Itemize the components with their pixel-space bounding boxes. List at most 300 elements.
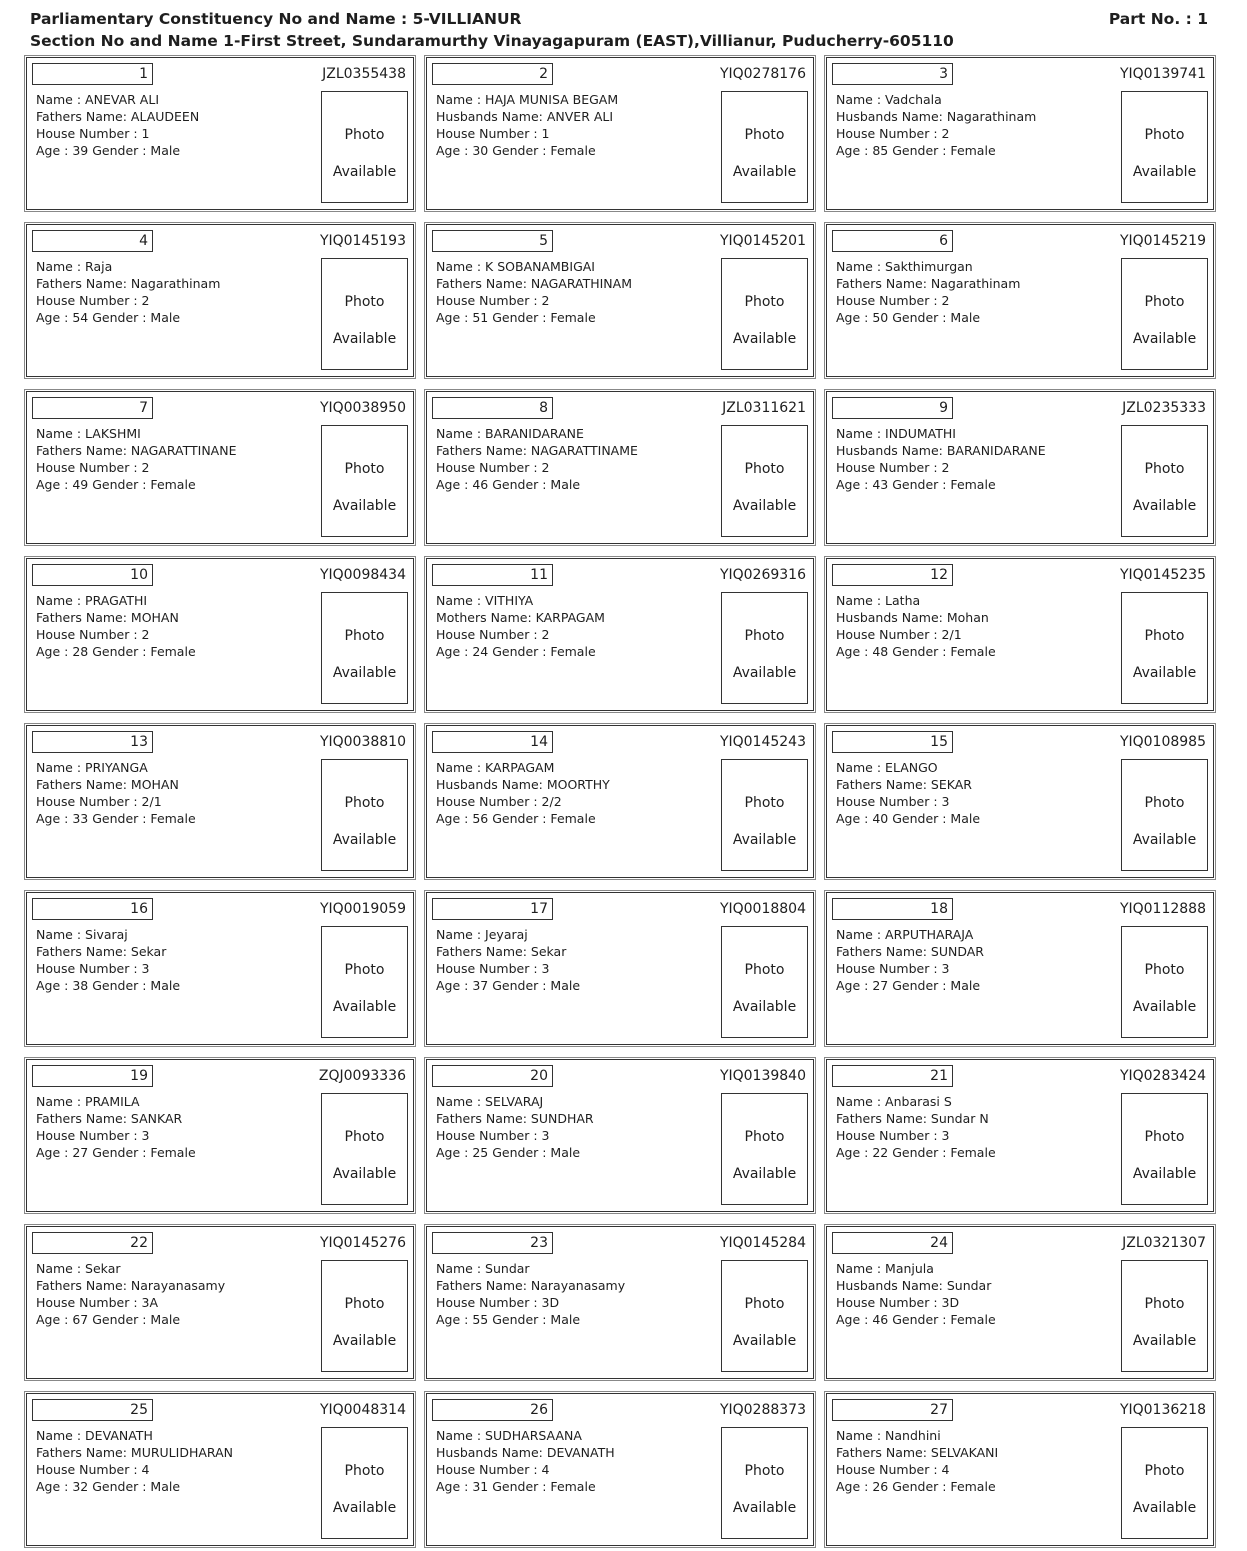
house-row [836, 793, 980, 810]
relation-name: ANVER ALI [546, 109, 614, 124]
photo-available-label: Available [732, 665, 797, 681]
relation-row [436, 1444, 615, 1461]
name-label: Name : [436, 1428, 486, 1443]
house-number: 1 [541, 126, 550, 141]
part-number: Part No. : 1 [1108, 10, 1208, 28]
relation-name: NAGARATTINAME [530, 443, 638, 458]
epic-number: YIQ0145201 [719, 233, 806, 249]
voter-card [826, 725, 1214, 878]
photo-label: Photo [1144, 962, 1185, 978]
relation-label: Fathers Name: [36, 276, 131, 291]
epic-number: YIQ0048314 [319, 1402, 406, 1418]
age-gender: Age : 50 Gender : Male [836, 310, 981, 325]
house-label: House Number : [36, 126, 142, 141]
relation-name: SANKAR [130, 1111, 183, 1126]
photo-available-label: Available [732, 999, 797, 1015]
relation-row [836, 943, 984, 960]
name-label: Name : [836, 426, 886, 441]
relation-label: Fathers Name: [836, 1111, 931, 1126]
age-gender: Age : 43 Gender : Female [836, 477, 996, 492]
photo-placeholder [321, 1260, 408, 1372]
house-label: House Number : [836, 1295, 942, 1310]
photo-label: Photo [744, 962, 785, 978]
age-gender: Age : 40 Gender : Male [836, 811, 981, 826]
relation-row [836, 275, 1020, 292]
photo-placeholder [321, 1093, 408, 1205]
photo-label: Photo [744, 795, 785, 811]
house-number: 2 [541, 293, 550, 308]
epic-number: YIQ0145284 [719, 1235, 806, 1251]
name-label: Name : [36, 1428, 86, 1443]
serial-number: 6 [832, 230, 953, 252]
voter-info [836, 91, 1036, 159]
voter-card [426, 558, 814, 711]
photo-available-label: Available [732, 498, 797, 514]
serial-number: 10 [32, 564, 153, 586]
voter-card [26, 725, 414, 878]
voter-info [436, 258, 632, 326]
age-gender: Age : 67 Gender : Male [36, 1312, 181, 1327]
age-gender: Age : 37 Gender : Male [436, 978, 581, 993]
name-row [436, 258, 632, 275]
name-label: Name : [36, 1094, 86, 1109]
relation-name: Mohan [946, 610, 989, 625]
voter-info [836, 926, 984, 994]
name-row [436, 759, 610, 776]
name-row [36, 759, 196, 776]
name-row [36, 1260, 225, 1277]
age-gender: Age : 55 Gender : Male [436, 1312, 581, 1327]
name-label: Name : [436, 1094, 486, 1109]
voter-name: PRAGATHI [85, 593, 148, 608]
house-label: House Number : [836, 1128, 942, 1143]
voter-info [36, 1093, 196, 1161]
relation-name: Nagarathinam [130, 276, 221, 291]
name-label: Name : [836, 1261, 886, 1276]
voter-name: Sekar [85, 1261, 121, 1276]
age-gender: Age : 48 Gender : Female [836, 644, 996, 659]
photo-available-label: Available [1132, 1500, 1197, 1516]
voter-name: Manjula [885, 1261, 934, 1276]
voter-info [436, 91, 618, 159]
relation-row [436, 943, 580, 960]
photo-available-label: Available [1132, 999, 1197, 1015]
name-label: Name : [436, 927, 486, 942]
name-label: Name : [36, 92, 86, 107]
relation-label: Fathers Name: [36, 1445, 131, 1460]
age-gender: Age : 28 Gender : Female [36, 644, 196, 659]
house-label: House Number : [36, 460, 142, 475]
relation-name: SEKAR [930, 777, 972, 792]
name-label: Name : [836, 760, 886, 775]
relation-label: Fathers Name: [436, 1278, 531, 1293]
house-number: 3A [141, 1295, 159, 1310]
photo-placeholder [721, 1427, 808, 1539]
relation-label: Mothers Name: [436, 610, 536, 625]
voter-card [826, 224, 1214, 377]
house-row [436, 1127, 594, 1144]
voter-name: Raja [85, 259, 113, 274]
photo-placeholder [321, 759, 408, 871]
voter-card [826, 558, 1214, 711]
voter-name: PRIYANGA [85, 760, 148, 775]
age-gender: Age : 51 Gender : Female [436, 310, 596, 325]
epic-number: YIQ0018804 [719, 901, 806, 917]
photo-placeholder [1121, 91, 1208, 203]
epic-number: YIQ0145243 [719, 734, 806, 750]
voter-name: Jeyaraj [485, 927, 528, 942]
voter-info [36, 258, 220, 326]
house-label: House Number : [436, 961, 542, 976]
serial-number: 18 [832, 898, 953, 920]
age-gender: Age : 25 Gender : Male [436, 1145, 581, 1160]
serial-number: 5 [432, 230, 553, 252]
relation-name: Narayanasamy [130, 1278, 226, 1293]
age-gender: Age : 32 Gender : Male [36, 1479, 181, 1494]
relation-label: Husbands Name: [836, 443, 947, 458]
serial-number: 24 [832, 1232, 953, 1254]
house-label: House Number : [436, 1295, 542, 1310]
photo-available-label: Available [1132, 331, 1197, 347]
serial-number: 26 [432, 1399, 553, 1421]
photo-label: Photo [344, 461, 385, 477]
relation-name: Narayanasamy [530, 1278, 626, 1293]
relation-label: Fathers Name: [36, 109, 131, 124]
house-number: 2 [141, 293, 150, 308]
age-gender: Age : 49 Gender : Female [36, 477, 196, 492]
name-label: Name : [36, 259, 86, 274]
house-number: 2/2 [541, 794, 562, 809]
name-label: Name : [36, 927, 86, 942]
voter-name: Anbarasi S [885, 1094, 952, 1109]
house-number: 2 [141, 627, 150, 642]
epic-number: YIQ0145235 [1119, 567, 1206, 583]
epic-number: YIQ0136218 [1119, 1402, 1206, 1418]
name-row [436, 592, 605, 609]
photo-placeholder [721, 91, 808, 203]
house-label: House Number : [836, 460, 942, 475]
voter-name: ELANGO [885, 760, 938, 775]
relation-name: MOORTHY [546, 777, 610, 792]
photo-placeholder [321, 258, 408, 370]
name-row [836, 592, 996, 609]
serial-number: 23 [432, 1232, 553, 1254]
house-label: House Number : [36, 961, 142, 976]
voter-info [836, 592, 996, 660]
relation-label: Husbands Name: [836, 1278, 947, 1293]
voter-card [426, 1226, 814, 1379]
age-gender: Age : 46 Gender : Female [836, 1312, 996, 1327]
relation-name: SUNDHAR [530, 1111, 594, 1126]
epic-number: JZL0311621 [722, 400, 806, 416]
relation-row [36, 108, 199, 125]
name-label: Name : [436, 426, 486, 441]
house-row [436, 1461, 615, 1478]
photo-label: Photo [1144, 127, 1185, 143]
photo-available-label: Available [1132, 1166, 1197, 1182]
relation-row [36, 1444, 233, 1461]
voter-info [836, 425, 1046, 493]
house-number: 3 [941, 794, 950, 809]
house-label: House Number : [436, 1128, 542, 1143]
serial-number: 4 [32, 230, 153, 252]
name-row [836, 91, 1036, 108]
name-label: Name : [836, 1094, 886, 1109]
photo-placeholder [1121, 1260, 1208, 1372]
house-row [436, 125, 618, 142]
voter-name: SELVARAJ [485, 1094, 544, 1109]
photo-available-label: Available [332, 1500, 397, 1516]
age-gender: Age : 26 Gender : Female [836, 1479, 996, 1494]
epic-number: ZQJ0093336 [318, 1068, 406, 1084]
voter-card [826, 1059, 1214, 1212]
relation-name: SUNDAR [930, 944, 984, 959]
photo-available-label: Available [732, 164, 797, 180]
house-label: House Number : [36, 627, 142, 642]
photo-available-label: Available [1132, 1333, 1197, 1349]
voter-name: BARANIDARANE [485, 426, 584, 441]
house-label: House Number : [36, 1128, 142, 1143]
name-row [436, 425, 638, 442]
photo-label: Photo [344, 628, 385, 644]
photo-available-label: Available [732, 1500, 797, 1516]
age-gender: Age : 22 Gender : Female [836, 1145, 996, 1160]
relation-label: Fathers Name: [836, 944, 931, 959]
voter-name: Sakthimurgan [885, 259, 973, 274]
relation-label: Husbands Name: [836, 109, 947, 124]
photo-label: Photo [344, 1296, 385, 1312]
house-number: 2 [141, 460, 150, 475]
photo-placeholder [321, 1427, 408, 1539]
voter-card [826, 1393, 1214, 1546]
voter-name: INDUMATHI [885, 426, 956, 441]
house-number: 3 [541, 961, 550, 976]
voter-card [426, 1393, 814, 1546]
epic-number: YIQ0139741 [1119, 66, 1206, 82]
photo-available-label: Available [1132, 665, 1197, 681]
photo-placeholder [321, 926, 408, 1038]
voter-name: KARPAGAM [485, 760, 555, 775]
serial-number: 13 [32, 731, 153, 753]
name-label: Name : [436, 92, 486, 107]
voter-card [26, 558, 414, 711]
name-row [36, 425, 236, 442]
serial-number: 1 [32, 63, 153, 85]
voter-info [436, 759, 610, 827]
relation-label: Fathers Name: [36, 1278, 131, 1293]
house-label: House Number : [436, 627, 542, 642]
relation-row [36, 275, 220, 292]
voter-info [836, 759, 980, 827]
serial-number: 8 [432, 397, 553, 419]
house-number: 4 [541, 1462, 550, 1477]
photo-available-label: Available [332, 999, 397, 1015]
voter-card [426, 892, 814, 1045]
voter-card [26, 1059, 414, 1212]
relation-label: Husbands Name: [836, 610, 947, 625]
house-number: 2 [941, 293, 950, 308]
voter-card [826, 1226, 1214, 1379]
photo-placeholder [1121, 258, 1208, 370]
house-label: House Number : [836, 1462, 942, 1477]
relation-name: Sekar [130, 944, 167, 959]
house-number: 2/1 [941, 627, 962, 642]
relation-name: Nagarathinam [930, 276, 1021, 291]
serial-number: 17 [432, 898, 553, 920]
relation-row [836, 1277, 996, 1294]
house-row [836, 960, 984, 977]
house-row [436, 626, 605, 643]
voter-card [426, 224, 814, 377]
photo-available-label: Available [332, 832, 397, 848]
epic-number: YIQ0038950 [319, 400, 406, 416]
house-label: House Number : [36, 1295, 142, 1310]
voter-info [436, 592, 605, 660]
name-row [836, 1260, 996, 1277]
relation-row [36, 1110, 196, 1127]
relation-name: Sekar [530, 944, 567, 959]
house-number: 2 [541, 460, 550, 475]
house-row [36, 125, 199, 142]
name-label: Name : [36, 760, 86, 775]
house-number: 3 [141, 961, 150, 976]
house-row [36, 626, 196, 643]
voter-card [426, 1059, 814, 1212]
relation-name: ALAUDEEN [130, 109, 200, 124]
house-label: House Number : [436, 794, 542, 809]
voter-name: LAKSHMI [85, 426, 141, 441]
voter-name: VITHIYA [485, 593, 534, 608]
photo-placeholder [1121, 592, 1208, 704]
house-label: House Number : [836, 794, 942, 809]
house-row [836, 459, 1046, 476]
relation-name: Sundar N [930, 1111, 989, 1126]
epic-number: YIQ0098434 [319, 567, 406, 583]
relation-name: Nagarathinam [946, 109, 1037, 124]
house-row [36, 459, 236, 476]
relation-name: SELVAKANI [930, 1445, 999, 1460]
photo-label: Photo [344, 127, 385, 143]
name-row [36, 1427, 233, 1444]
age-gender: Age : 31 Gender : Female [436, 1479, 596, 1494]
page-header [30, 8, 1208, 52]
photo-available-label: Available [1132, 164, 1197, 180]
name-row [36, 926, 180, 943]
serial-number: 14 [432, 731, 553, 753]
voter-card [26, 57, 414, 210]
epic-number: YIQ0269316 [719, 567, 806, 583]
house-label: House Number : [36, 1462, 142, 1477]
name-label: Name : [36, 426, 86, 441]
voter-info [836, 1427, 998, 1495]
voter-info [36, 91, 199, 159]
house-label: House Number : [836, 627, 942, 642]
name-row [836, 258, 1020, 275]
photo-available-label: Available [332, 1166, 397, 1182]
name-label: Name : [836, 927, 886, 942]
voter-info [836, 258, 1020, 326]
photo-available-label: Available [332, 1333, 397, 1349]
relation-row [836, 1110, 996, 1127]
voter-info [836, 1260, 996, 1328]
voter-info [36, 592, 196, 660]
house-row [36, 793, 196, 810]
relation-name: MURULIDHARAN [130, 1445, 233, 1460]
relation-label: Husbands Name: [436, 1445, 547, 1460]
relation-label: Fathers Name: [436, 443, 531, 458]
house-label: House Number : [436, 1462, 542, 1477]
serial-number: 11 [432, 564, 553, 586]
voter-info [436, 425, 638, 493]
serial-number: 3 [832, 63, 953, 85]
photo-available-label: Available [732, 1333, 797, 1349]
photo-label: Photo [744, 294, 785, 310]
voter-info [36, 1260, 225, 1328]
voter-name: HAJA MUNISA BEGAM [485, 92, 619, 107]
house-row [836, 1294, 996, 1311]
photo-placeholder [721, 1093, 808, 1205]
house-row [436, 960, 580, 977]
relation-row [836, 1444, 998, 1461]
name-label: Name : [436, 593, 486, 608]
photo-available-label: Available [732, 331, 797, 347]
age-gender: Age : 33 Gender : Female [36, 811, 196, 826]
relation-row [436, 1277, 625, 1294]
house-row [436, 793, 610, 810]
voter-name: Vadchala [885, 92, 942, 107]
age-gender: Age : 46 Gender : Male [436, 477, 581, 492]
voter-info [436, 1427, 615, 1495]
house-number: 2/1 [141, 794, 162, 809]
serial-number: 19 [32, 1065, 153, 1087]
voter-name: Latha [885, 593, 921, 608]
photo-label: Photo [1144, 628, 1185, 644]
relation-row [436, 108, 618, 125]
relation-name: MOHAN [130, 610, 179, 625]
house-number: 3D [941, 1295, 960, 1310]
house-number: 2 [941, 460, 950, 475]
name-row [436, 1427, 615, 1444]
epic-number: JZL0235333 [1122, 400, 1206, 416]
house-row [436, 1294, 625, 1311]
name-row [436, 1260, 625, 1277]
name-row [36, 258, 220, 275]
relation-row [436, 442, 638, 459]
photo-label: Photo [744, 1296, 785, 1312]
serial-number: 27 [832, 1399, 953, 1421]
relation-label: Fathers Name: [36, 944, 131, 959]
house-label: House Number : [436, 460, 542, 475]
photo-label: Photo [344, 1129, 385, 1145]
photo-placeholder [721, 425, 808, 537]
photo-label: Photo [344, 962, 385, 978]
name-label: Name : [836, 259, 886, 274]
age-gender: Age : 85 Gender : Female [836, 143, 996, 158]
voter-name: Nandhini [885, 1428, 941, 1443]
name-label: Name : [436, 1261, 486, 1276]
serial-number: 2 [432, 63, 553, 85]
photo-available-label: Available [332, 164, 397, 180]
serial-number: 16 [32, 898, 153, 920]
serial-number: 9 [832, 397, 953, 419]
photo-label: Photo [744, 628, 785, 644]
house-row [836, 626, 996, 643]
photo-label: Photo [744, 1129, 785, 1145]
voter-card [26, 391, 414, 544]
house-number: 4 [941, 1462, 950, 1477]
epic-number: JZL0321307 [1122, 1235, 1206, 1251]
house-number: 1 [141, 126, 150, 141]
